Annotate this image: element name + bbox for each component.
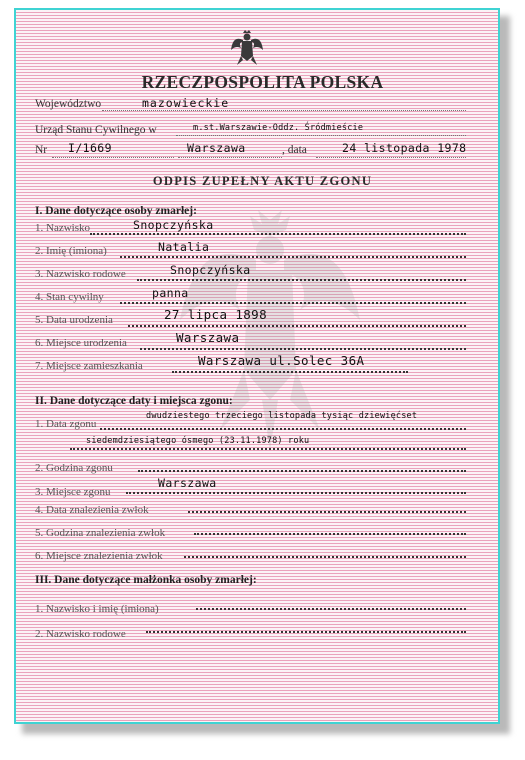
section2-heading: II. Dane dotyczące daty i miejsca zgonu: [35, 395, 233, 407]
field-firstname-label: 2. Imię (imiona) [35, 245, 107, 257]
field-birth-date-label: 5. Data urodzenia [35, 314, 113, 326]
field-body-found-place-line [184, 556, 466, 558]
field-spouse-name-label: 1. Nazwisko i imię (imiona) [35, 603, 159, 615]
field-maiden-name-label: 3. Nazwisko rodowe [35, 268, 126, 280]
field-death-date-value-2: siedemdziesiątego ósmego (23.11.1978) roku [86, 436, 310, 446]
field-birth-place-value: Warszawa [176, 330, 240, 345]
field-spouse-maiden-name-label: 2. Nazwisko rodowe [35, 628, 126, 640]
field-body-found-hour-line [194, 533, 466, 535]
date-value: 24 listopada 1978 [342, 141, 467, 155]
field-marital-status-value: panna [152, 286, 189, 300]
field-death-hour-label: 2. Godzina zgonu [35, 462, 113, 474]
field-death-place-line [126, 492, 466, 494]
place-value: Warszawa [187, 141, 246, 155]
field-body-found-date-line [188, 511, 466, 513]
field-birth-date-line [128, 325, 466, 327]
polish-eagle-emblem-icon [230, 30, 264, 66]
field-death-date-value: dwudziestego trzeciego listopada tysiąc dziewięćset [146, 411, 418, 421]
office-value: m.st.Warszawie-Oddz. Śródmieście [193, 123, 364, 133]
field-firstname-value: Natalia [158, 240, 210, 254]
field-birth-place-line [140, 348, 466, 350]
field-maiden-name-line [137, 279, 466, 281]
country-title: RZECZPOSPOLITA POLSKA [141, 72, 384, 92]
date-fill-line [316, 157, 466, 158]
voivodeship-value: mazowieckie [142, 96, 230, 110]
field-birth-place-label: 6. Miejsce urodzenia [35, 337, 127, 349]
place-fill-line [178, 157, 282, 158]
field-residence-label: 7. Miejsce zamieszkania [35, 360, 143, 372]
field-firstname-line [120, 256, 466, 258]
nr-fill-line [52, 157, 174, 158]
field-death-date-line-2 [70, 448, 466, 450]
field-death-place-label: 3. Miejsce zgonu [35, 486, 111, 498]
field-surname-label: 1. Nazwisko [35, 222, 90, 234]
nr-value: I/1669 [68, 141, 112, 155]
document-title: ODPIS ZUPEŁNY AKTU ZGONU [152, 174, 373, 188]
field-death-date-line [100, 428, 466, 430]
section3-heading: III. Dane dotyczące małżonka osoby zmarłej: [35, 574, 257, 586]
field-death-place-value: Warszawa [158, 476, 217, 490]
voivodeship-fill-line [102, 110, 466, 111]
office-label: Urząd Stanu Cywilnego w [35, 124, 157, 136]
field-body-found-place-label: 6. Miejsce znalezienia zwłok [35, 550, 163, 562]
office-fill-line [176, 135, 466, 136]
field-residence-line [172, 371, 408, 373]
field-death-date-label: 1. Data zgonu [35, 418, 97, 430]
section1-heading: I. Dane dotyczące osoby zmarłej: [35, 205, 197, 217]
field-surname-line [90, 233, 466, 235]
voivodeship-label: Województwo [35, 98, 102, 110]
field-body-found-date-label: 4. Data znalezienia zwłok [35, 504, 149, 516]
field-marital-status-label: 4. Stan cywilny [35, 291, 104, 303]
field-spouse-name-line [196, 608, 466, 610]
date-label: , data [282, 144, 307, 156]
field-spouse-maiden-name-line [146, 631, 466, 633]
field-death-hour-line [138, 470, 466, 472]
field-maiden-name-value: Snopczyńska [170, 263, 251, 277]
field-residence-value: Warszawa ul.Solec 36A [198, 353, 365, 368]
nr-label: Nr [35, 144, 48, 156]
field-surname-value: Snopczyńska [133, 218, 214, 232]
field-marital-status-line [120, 302, 466, 304]
field-birth-date-value: 27 lipca 1898 [164, 307, 268, 322]
field-body-found-hour-label: 5. Godzina znalezienia zwłok [35, 527, 166, 539]
